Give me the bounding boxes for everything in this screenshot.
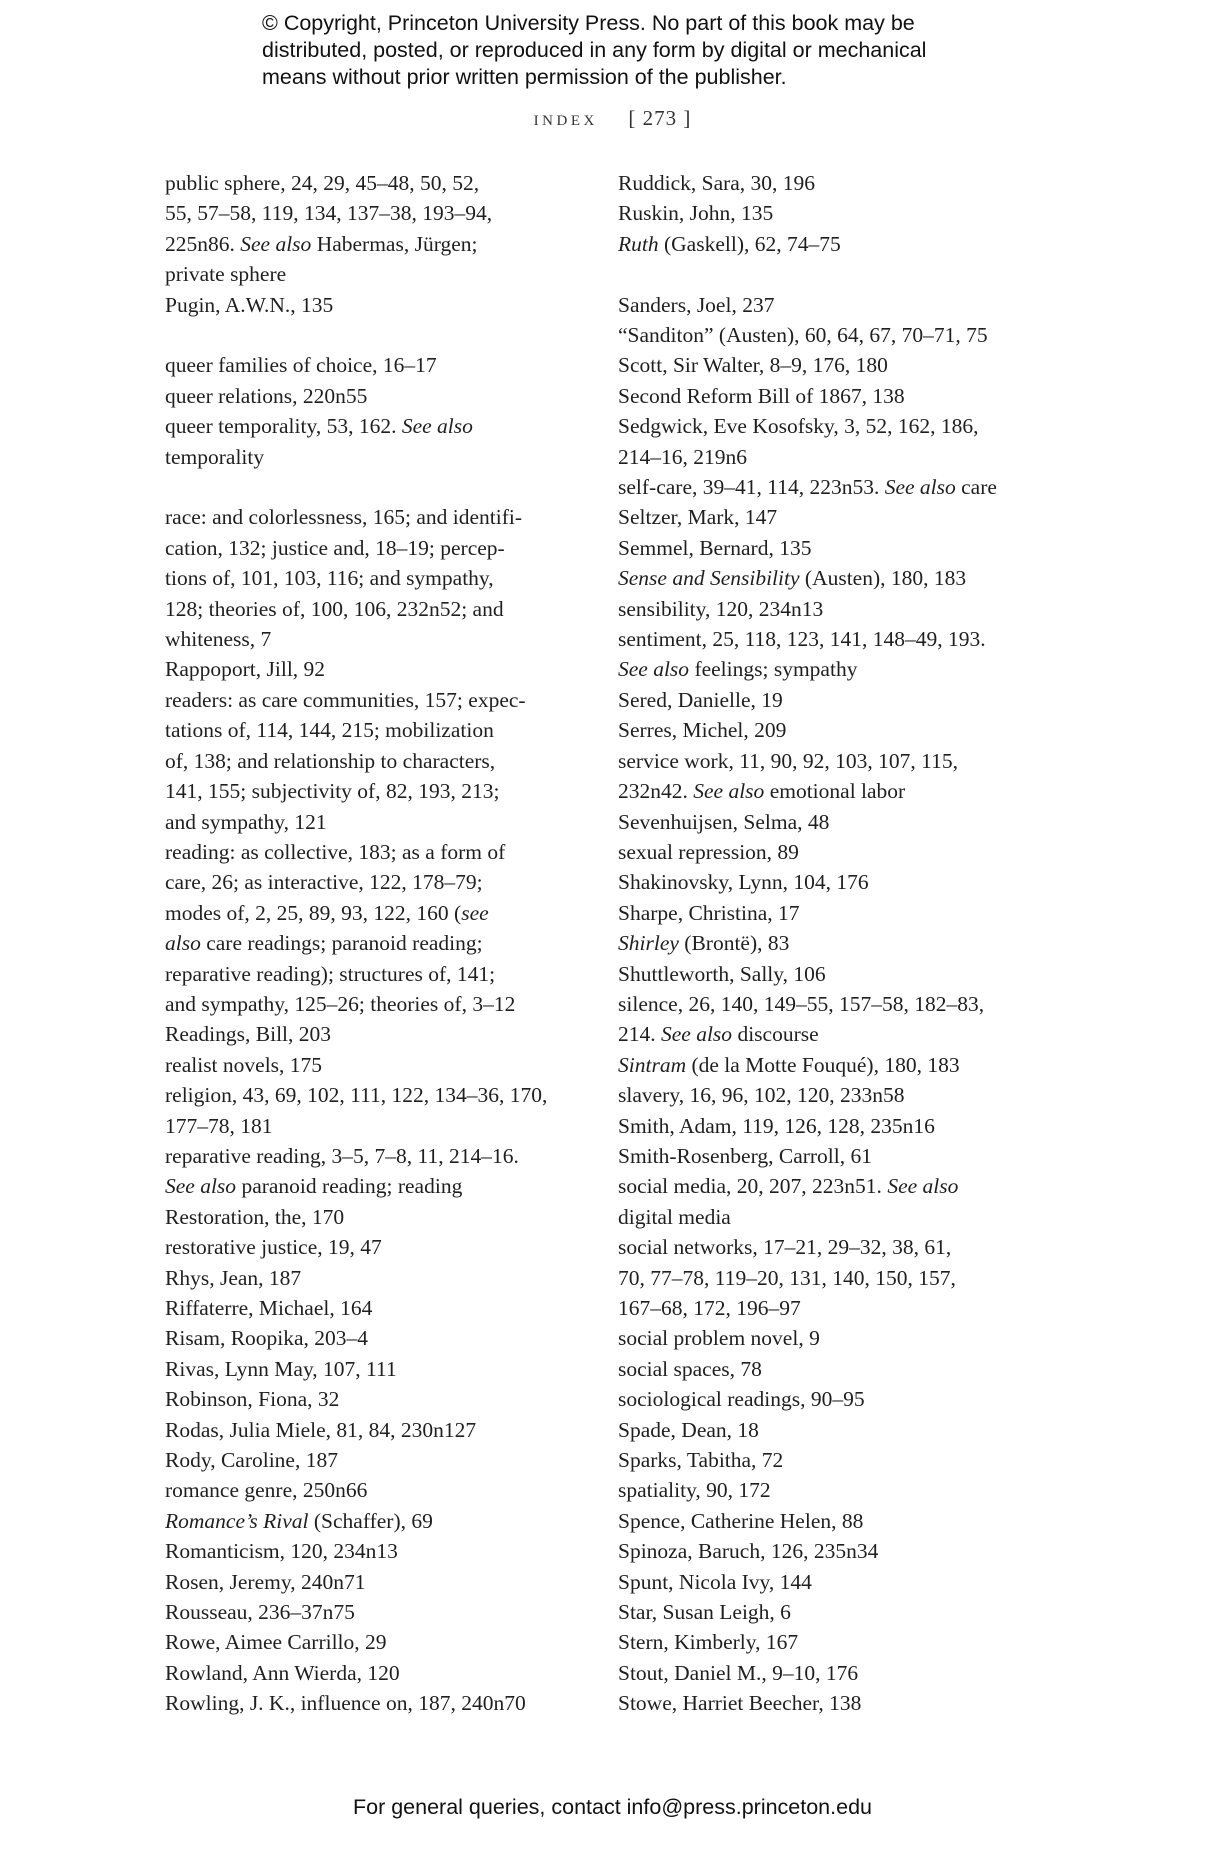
- index-column-left: [165, 168, 585, 1719]
- index-entry: [165, 381, 585, 411]
- index-entry: [618, 472, 1058, 502]
- index-entry-line: “Sanditon” (Austen), 60, 64, 67, 70–71, 75: [618, 323, 988, 348]
- index-entry: [165, 837, 585, 1019]
- index-entry-line: also care readings; paranoid reading;: [165, 931, 483, 956]
- index-entry-line: Stern, Kimberly, 167: [618, 1630, 799, 1655]
- index-entry: [165, 1688, 585, 1718]
- copyright-line: © Copyright, Princeton University Press. No part of this book may be: [262, 11, 915, 35]
- index-entry: [618, 959, 1058, 989]
- index-entry-line: Rowland, Ann Wierda, 120: [165, 1660, 400, 1685]
- index-entry-line: and sympathy, 121: [165, 809, 327, 834]
- index-entry-line: Rodas, Julia Miele, 81, 84, 230n127: [165, 1417, 477, 1442]
- index-entry: [618, 1111, 1058, 1141]
- index-entry-line: Serres, Michel, 209: [618, 718, 787, 743]
- index-entry-line: Stout, Daniel M., 9–10, 176: [618, 1660, 859, 1685]
- index-entry: [618, 1232, 1058, 1323]
- index-entry: [165, 1263, 585, 1293]
- index-entry-line: Sered, Danielle, 19: [618, 687, 783, 712]
- index-entry-line: Shuttleworth, Sally, 106: [618, 961, 826, 986]
- index-entry-line: Rowling, J. K., influence on, 187, 240n70: [165, 1691, 526, 1716]
- index-entry-line: private sphere: [165, 262, 287, 287]
- index-entry: [618, 1627, 1058, 1657]
- index-entry-line: queer relations, 220n55: [165, 383, 368, 408]
- index-entry-line: Shirley (Brontë), 83: [618, 931, 790, 956]
- copyright-line: means without prior written permission of the publisher.: [262, 65, 787, 89]
- index-entry: [618, 502, 1058, 532]
- index-entry-line: Rivas, Lynn May, 107, 111: [165, 1356, 397, 1381]
- index-entry-line: digital media: [618, 1204, 731, 1229]
- index-entry-line: See also feelings; sympathy: [618, 657, 858, 682]
- index-entry-line: slavery, 16, 96, 102, 120, 233n58: [618, 1083, 905, 1108]
- index-entry: [165, 1232, 585, 1262]
- index-entry: [165, 1050, 585, 1080]
- index-entry: [618, 1080, 1058, 1110]
- index-entry: [618, 1171, 1058, 1232]
- index-entry-line: temporality: [165, 444, 265, 469]
- index-entry-line: restorative justice, 19, 47: [165, 1235, 382, 1260]
- index-entry-line: Readings, Bill, 203: [165, 1022, 332, 1047]
- index-entry: [618, 411, 1058, 472]
- index-entry-line: public sphere, 24, 29, 45–48, 50, 52,: [165, 171, 480, 195]
- index-entry-line: Risam, Roopika, 203–4: [165, 1326, 369, 1351]
- index-entry-line: Sevenhuijsen, Selma, 48: [618, 809, 830, 834]
- index-entry: [618, 350, 1058, 380]
- index-entry-line: Rosen, Jeremy, 240n71: [165, 1569, 366, 1594]
- index-entry: [618, 1658, 1058, 1688]
- index-entry-line: cation, 132; justice and, 18–19; percep-: [165, 535, 505, 560]
- index-entry-line: Smith, Adam, 119, 126, 128, 235n16: [618, 1113, 935, 1138]
- index-entry-line: social problem novel, 9: [618, 1326, 820, 1351]
- index-entry-line: Rody, Caroline, 187: [165, 1448, 338, 1473]
- index-entry: [165, 1141, 585, 1202]
- index-entry-line: 232n42. See also emotional labor: [618, 779, 906, 804]
- index-entry-line: Sintram (de la Motte Fouqué), 180, 183: [618, 1052, 960, 1077]
- index-entry: [618, 746, 1058, 807]
- index-entry-line: 225n86. See also Habermas, Jürgen;: [165, 231, 478, 256]
- index-entry-line: reading: as collective, 183; as a form of: [165, 839, 506, 864]
- index-entry: [618, 1141, 1058, 1171]
- index-entry-line: queer families of choice, 16–17: [165, 353, 437, 378]
- index-entry: [165, 290, 585, 320]
- index-entry: [165, 1627, 585, 1657]
- index-entry-line: See also paranoid reading; reading: [165, 1174, 463, 1199]
- index-entry-line: Seltzer, Mark, 147: [618, 505, 778, 530]
- index-entry-line: Sharpe, Christina, 17: [618, 900, 800, 925]
- index-entry-line: social networks, 17–21, 29–32, 38, 61,: [618, 1235, 952, 1260]
- index-entry: [165, 1354, 585, 1384]
- index-entry-line: of, 138; and relationship to characters,: [165, 748, 496, 773]
- index-entry-line: Spunt, Nicola Ivy, 144: [618, 1569, 812, 1594]
- index-entry: [618, 1506, 1058, 1536]
- index-entry: [618, 1688, 1058, 1718]
- index-entry: [618, 837, 1058, 867]
- index-entry: [618, 198, 1058, 228]
- index-entry: [618, 624, 1058, 685]
- index-entry: [165, 411, 585, 472]
- index-entry-line: Romanticism, 120, 234n13: [165, 1539, 398, 1564]
- index-entry-line: queer temporality, 53, 162. See also: [165, 414, 473, 439]
- index-entry: [618, 989, 1058, 1050]
- index-entry: [618, 867, 1058, 897]
- index-entry-line: tations of, 114, 144, 215; mobilization: [165, 718, 494, 743]
- index-entry-line: Robinson, Fiona, 32: [165, 1387, 340, 1412]
- index-entry-line: sexual repression, 89: [618, 839, 799, 864]
- index-entry-line: 167–68, 172, 196–97: [618, 1296, 801, 1321]
- section-label: INDEX: [533, 113, 598, 129]
- index-entry-line: Semmel, Bernard, 135: [618, 535, 812, 560]
- index-entry-line: 177–78, 181: [165, 1113, 273, 1138]
- index-entry: [165, 350, 585, 380]
- index-entry-line: 141, 155; subjectivity of, 82, 193, 213;: [165, 779, 500, 804]
- index-entry-line: Sense and Sensibility (Austen), 180, 183: [618, 566, 967, 591]
- index-entry: [165, 1567, 585, 1597]
- index-entry-line: realist novels, 175: [165, 1052, 323, 1077]
- index-entry: [165, 168, 585, 290]
- copyright-line: distributed, posted, or reproduced in any form by digital or mechanical: [262, 38, 927, 62]
- index-entry-line: Stowe, Harriet Beecher, 138: [618, 1691, 862, 1716]
- index-entry: [165, 1019, 585, 1049]
- index-entry-line: 214–16, 219n6: [618, 444, 747, 469]
- index-entry-line: romance genre, 250n66: [165, 1478, 368, 1503]
- index-entry: [618, 1415, 1058, 1445]
- index-entry-line: religion, 43, 69, 102, 111, 122, 134–36, 170,: [165, 1083, 548, 1108]
- index-entry-line: Rappoport, Jill, 92: [165, 657, 326, 682]
- index-entry: [165, 1080, 585, 1141]
- index-entry-line: Riffaterre, Michael, 164: [165, 1296, 373, 1320]
- index-entry: [165, 685, 585, 837]
- index-entry-line: 214. See also discourse: [618, 1022, 819, 1047]
- index-entry: [618, 320, 1058, 350]
- index-entry: [618, 594, 1058, 624]
- index-entry: [165, 1475, 585, 1505]
- index-entry: [165, 1202, 585, 1232]
- index-entry-line: reparative reading, 3–5, 7–8, 11, 214–16.: [165, 1143, 519, 1168]
- letter-group-gap: [618, 259, 1058, 289]
- index-entry: [618, 1536, 1058, 1566]
- index-entry: [165, 1384, 585, 1414]
- index-column-right: [618, 168, 1058, 1719]
- index-entry-line: Pugin, A.W.N., 135: [165, 292, 334, 317]
- index-entry-line: silence, 26, 140, 149–55, 157–58, 182–83,: [618, 991, 985, 1016]
- index-entry: [165, 654, 585, 684]
- index-entry-line: Ruskin, John, 135: [618, 201, 774, 226]
- index-entry-line: care, 26; as interactive, 122, 178–79;: [165, 870, 483, 895]
- index-entry-line: reparative reading); structures of, 141;: [165, 961, 496, 986]
- index-entry-line: sentiment, 25, 118, 123, 141, 148–49, 193.: [618, 627, 986, 652]
- index-entry: [618, 533, 1058, 563]
- index-entry-line: sensibility, 120, 234n13: [618, 596, 824, 621]
- index-entry-line: modes of, 2, 25, 89, 93, 122, 160 (see: [165, 900, 489, 925]
- index-entry-line: tions of, 101, 103, 116; and sympathy,: [165, 566, 494, 591]
- index-entry: [618, 168, 1058, 198]
- index-entry: [165, 1506, 585, 1536]
- index-entry: [618, 290, 1058, 320]
- index-entry-line: race: and colorlessness, 165; and identifi-: [165, 505, 523, 530]
- footer-contact: For general queries, contact info@press.princeton.edu: [352, 1795, 872, 1819]
- index-entry: [618, 229, 1058, 259]
- index-entry: [618, 685, 1058, 715]
- index-entry-line: spatiality, 90, 172: [618, 1478, 771, 1503]
- index-entry-line: 128; theories of, 100, 106, 232n52; and: [165, 596, 504, 621]
- index-entry-line: Spence, Catherine Helen, 88: [618, 1508, 864, 1533]
- index-entry-line: service work, 11, 90, 92, 103, 107, 115,: [618, 748, 958, 773]
- index-entry: [618, 928, 1058, 958]
- index-entry-line: social spaces, 78: [618, 1356, 762, 1381]
- index-entry-line: Rhys, Jean, 187: [165, 1265, 302, 1290]
- copyright-notice: [262, 10, 1022, 91]
- index-entry-line: Spade, Dean, 18: [618, 1417, 759, 1442]
- running-head: [0, 106, 1225, 131]
- index-entry-line: whiteness, 7: [165, 627, 272, 652]
- index-entry-line: Rousseau, 236–37n75: [165, 1600, 355, 1625]
- index-entry: [165, 1658, 585, 1688]
- index-entry-line: readers: as care communities, 157; expec-: [165, 687, 526, 712]
- index-entry: [618, 1050, 1058, 1080]
- letter-group-gap: [165, 320, 585, 350]
- index-entry-line: Romance’s Rival (Schaffer), 69: [165, 1508, 433, 1533]
- index-entry: [165, 502, 585, 654]
- index-entry-line: Star, Susan Leigh, 6: [618, 1600, 791, 1625]
- index-entry: [618, 1384, 1058, 1414]
- index-entry: [618, 1567, 1058, 1597]
- index-entry: [165, 1323, 585, 1353]
- index-entry: [165, 1293, 585, 1323]
- page-number: [ 273 ]: [628, 106, 692, 130]
- index-entry: [165, 1415, 585, 1445]
- index-entry-line: and sympathy, 125–26; theories of, 3–12: [165, 991, 516, 1016]
- index-entry: [165, 1536, 585, 1566]
- index-entry-line: social media, 20, 207, 223n51. See also: [618, 1174, 959, 1199]
- index-entry-line: Scott, Sir Walter, 8–9, 176, 180: [618, 353, 888, 378]
- index-entry: [165, 1597, 585, 1627]
- index-entry: [618, 1475, 1058, 1505]
- index-entry-line: Smith-Rosenberg, Carroll, 61: [618, 1143, 873, 1168]
- index-entry: [618, 1445, 1058, 1475]
- index-entry: [618, 1354, 1058, 1384]
- index-entry-line: Restoration, the, 170: [165, 1204, 345, 1229]
- index-entry-line: Rowe, Aimee Carrillo, 29: [165, 1630, 387, 1655]
- index-entry-line: 55, 57–58, 119, 134, 137–38, 193–94,: [165, 201, 493, 226]
- index-entry-line: Ruth (Gaskell), 62, 74–75: [618, 231, 841, 256]
- index-entry-line: Second Reform Bill of 1867, 138: [618, 383, 905, 408]
- index-entry-line: Sanders, Joel, 237: [618, 292, 775, 317]
- index-entry: [618, 381, 1058, 411]
- index-entry: [618, 1597, 1058, 1627]
- index-entry-line: Spinoza, Baruch, 126, 235n34: [618, 1539, 879, 1564]
- letter-group-gap: [165, 472, 585, 502]
- index-entry: [618, 807, 1058, 837]
- index-entry-line: Sparks, Tabitha, 72: [618, 1448, 784, 1473]
- index-entry-line: 70, 77–78, 119–20, 131, 140, 150, 157,: [618, 1265, 956, 1290]
- index-entry: [165, 1445, 585, 1475]
- index-entry-line: sociological readings, 90–95: [618, 1387, 865, 1412]
- index-entry: [618, 563, 1058, 593]
- index-entry-line: Sedgwick, Eve Kosofsky, 3, 52, 162, 186,: [618, 414, 979, 439]
- index-entry: [618, 898, 1058, 928]
- index-entry: [618, 715, 1058, 745]
- index-entry-line: Shakinovsky, Lynn, 104, 176: [618, 870, 869, 895]
- index-entry-line: Ruddick, Sara, 30, 196: [618, 171, 816, 195]
- index-entry: [618, 1323, 1058, 1353]
- index-entry-line: self-care, 39–41, 114, 223n53. See also care: [618, 475, 997, 500]
